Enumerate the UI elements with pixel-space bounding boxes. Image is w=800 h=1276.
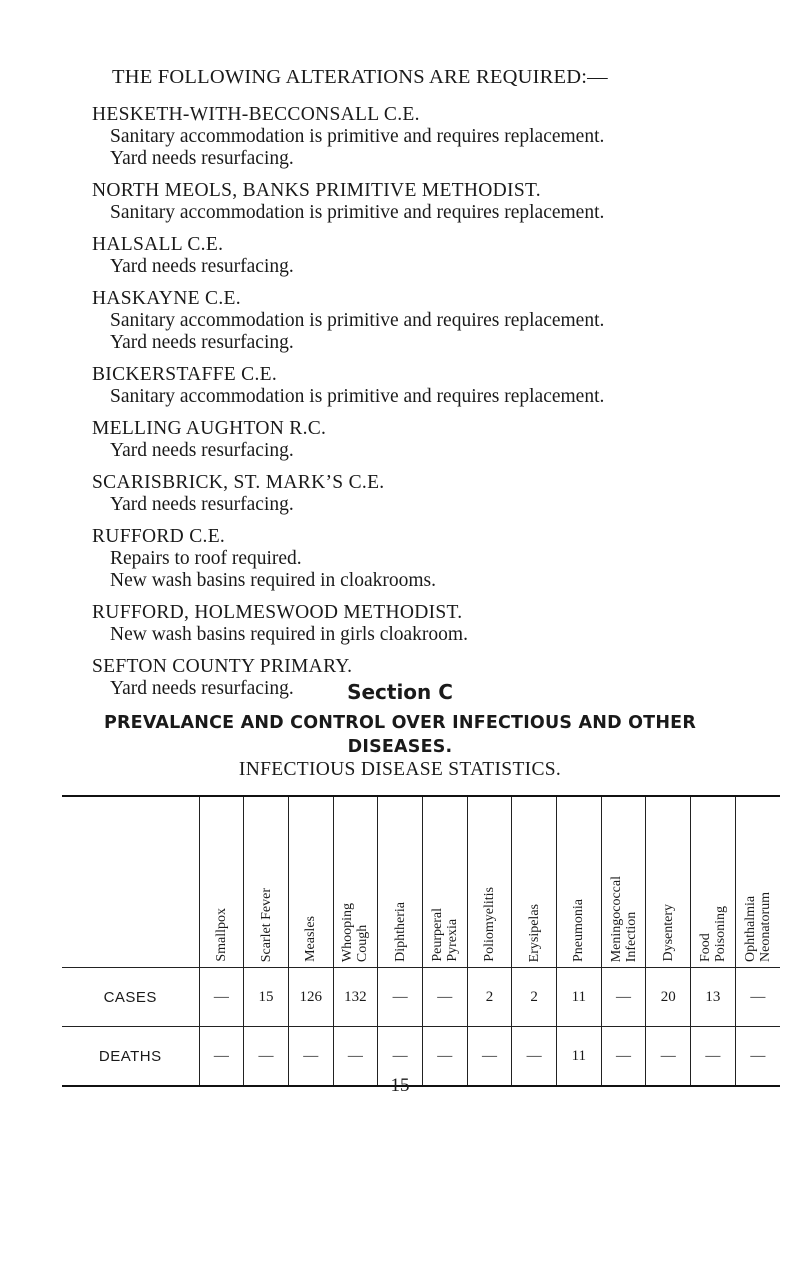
column-header bbox=[422, 796, 467, 968]
school-name: HASKAYNE C.E. bbox=[92, 288, 241, 309]
table-cell: 126 bbox=[288, 968, 333, 1027]
school-name: MELLING AUGHTON R.C. bbox=[92, 418, 327, 439]
column-header-label: Diphtheria bbox=[392, 902, 408, 962]
column-header bbox=[378, 796, 423, 968]
column-header bbox=[333, 796, 378, 968]
school-note: Sanitary accommodation is primitive and requires replacement. bbox=[110, 126, 605, 147]
alterations-heading: THE FOLLOWING ALTERATIONS ARE REQUIRED:— bbox=[112, 66, 608, 88]
table-cell: 2 bbox=[467, 968, 512, 1027]
table-cell: — bbox=[735, 1027, 780, 1087]
row-label: CASES bbox=[62, 968, 199, 1027]
school-note: New wash basins required in girls cloakroom. bbox=[110, 624, 468, 645]
column-header bbox=[199, 796, 244, 968]
school-name: SCARISBRICK, ST. MARK’S C.E. bbox=[92, 472, 385, 493]
school-entry bbox=[92, 602, 772, 646]
column-header-label: Peurperal Pyrexia bbox=[429, 908, 460, 962]
column-header-label: Pneumonia bbox=[571, 899, 587, 962]
section-title: Section C bbox=[347, 680, 453, 704]
school-note: Sanitary accommodation is primitive and requires replacement. bbox=[110, 202, 605, 223]
column-header bbox=[244, 796, 289, 968]
column-header bbox=[288, 796, 333, 968]
table-cell: 15 bbox=[244, 968, 289, 1027]
table-cell: 20 bbox=[646, 968, 691, 1027]
school-name: SEFTON COUNTY PRIMARY. bbox=[92, 656, 353, 677]
table-header-row bbox=[62, 796, 780, 968]
school-note: Yard needs resurfacing. bbox=[110, 256, 294, 277]
school-entry bbox=[92, 288, 772, 354]
stats-title: INFECTIOUS DISEASE STATISTICS. bbox=[238, 759, 562, 780]
school-name: HALSALL C.E. bbox=[92, 234, 224, 255]
column-header bbox=[691, 796, 736, 968]
school-note: Yard needs resurfacing. bbox=[110, 332, 294, 353]
table-cell: — bbox=[199, 968, 244, 1027]
table-cell: — bbox=[512, 1027, 557, 1087]
school-entry bbox=[92, 526, 772, 592]
school-note: Yard needs resurfacing. bbox=[110, 440, 294, 461]
school-note: Sanitary accommodation is primitive and requires replacement. bbox=[110, 310, 605, 331]
table-cell: — bbox=[735, 968, 780, 1027]
school-note: Repairs to roof required. bbox=[110, 548, 302, 569]
table-cell: — bbox=[244, 1027, 289, 1087]
school-note: Yard needs resurfacing. bbox=[110, 678, 294, 699]
section-subtitle: PREVALANCE AND CONTROL OVER INFECTIOUS AND OTHER DISEASES. bbox=[103, 713, 696, 757]
school-name: BICKERSTAFFE C.E. bbox=[92, 364, 278, 385]
table-cell: — bbox=[691, 1027, 736, 1087]
table-cell: — bbox=[288, 1027, 333, 1087]
infectious-disease-table bbox=[62, 795, 780, 1087]
column-header-label: Food Poisoning bbox=[697, 905, 728, 962]
school-note: Sanitary accommodation is primitive and requires replacement. bbox=[110, 386, 605, 407]
column-header-label: Poliomyelitis bbox=[481, 887, 497, 962]
column-header bbox=[735, 796, 780, 968]
page-number: 15 bbox=[390, 1075, 410, 1096]
column-header bbox=[512, 796, 557, 968]
school-entry bbox=[92, 472, 772, 516]
column-header-label: Scarlet Fever bbox=[258, 887, 274, 962]
school-name: HESKETH-WITH-BECCONSALL C.E. bbox=[92, 104, 420, 125]
table-cell: 13 bbox=[691, 968, 736, 1027]
school-note: Yard needs resurfacing. bbox=[110, 494, 294, 515]
table-corner-cell bbox=[62, 796, 199, 968]
table-cell: — bbox=[378, 1027, 423, 1087]
table-cell: — bbox=[378, 968, 423, 1027]
table-cell: — bbox=[199, 1027, 244, 1087]
column-header-label: Dysentery bbox=[660, 904, 676, 962]
column-header bbox=[601, 796, 646, 968]
table-cell: 2 bbox=[512, 968, 557, 1027]
table-cell: 11 bbox=[557, 1027, 602, 1087]
school-name: RUFFORD, HOLMESWOOD METHODIST. bbox=[92, 602, 463, 623]
school-name: NORTH MEOLS, BANKS PRIMITIVE METHODIST. bbox=[92, 180, 541, 201]
table-cell: 11 bbox=[557, 968, 602, 1027]
column-header-label: Ophthalmia Neonatorum bbox=[742, 892, 773, 962]
school-list bbox=[92, 104, 772, 710]
table-cell: — bbox=[422, 1027, 467, 1087]
school-entry bbox=[92, 364, 772, 408]
table-cell: — bbox=[422, 968, 467, 1027]
table-cell: — bbox=[333, 1027, 378, 1087]
school-note: Yard needs resurfacing. bbox=[110, 148, 294, 169]
column-header bbox=[557, 796, 602, 968]
school-note: New wash basins required in cloakrooms. bbox=[110, 570, 437, 591]
school-entry bbox=[92, 418, 772, 462]
column-header-label: Whooping Cough bbox=[340, 902, 371, 962]
column-header-label: Erysipelas bbox=[526, 903, 542, 962]
table-cell: 132 bbox=[333, 968, 378, 1027]
column-header-label: Meningococcal Infection bbox=[608, 875, 639, 962]
column-header bbox=[646, 796, 691, 968]
school-entry bbox=[92, 104, 772, 170]
table-cell: — bbox=[467, 1027, 512, 1087]
column-header-label: Smallpox bbox=[213, 908, 229, 962]
row-label: DEATHS bbox=[98, 1047, 162, 1065]
column-header bbox=[467, 796, 512, 968]
table-cell: — bbox=[601, 968, 646, 1027]
table-row bbox=[62, 968, 780, 1027]
column-header-label: Measles bbox=[303, 916, 319, 962]
school-entry bbox=[92, 180, 772, 224]
school-entry bbox=[92, 234, 772, 278]
table-cell: — bbox=[646, 1027, 691, 1087]
table-cell: — bbox=[601, 1027, 646, 1087]
school-name: RUFFORD C.E. bbox=[92, 526, 226, 547]
